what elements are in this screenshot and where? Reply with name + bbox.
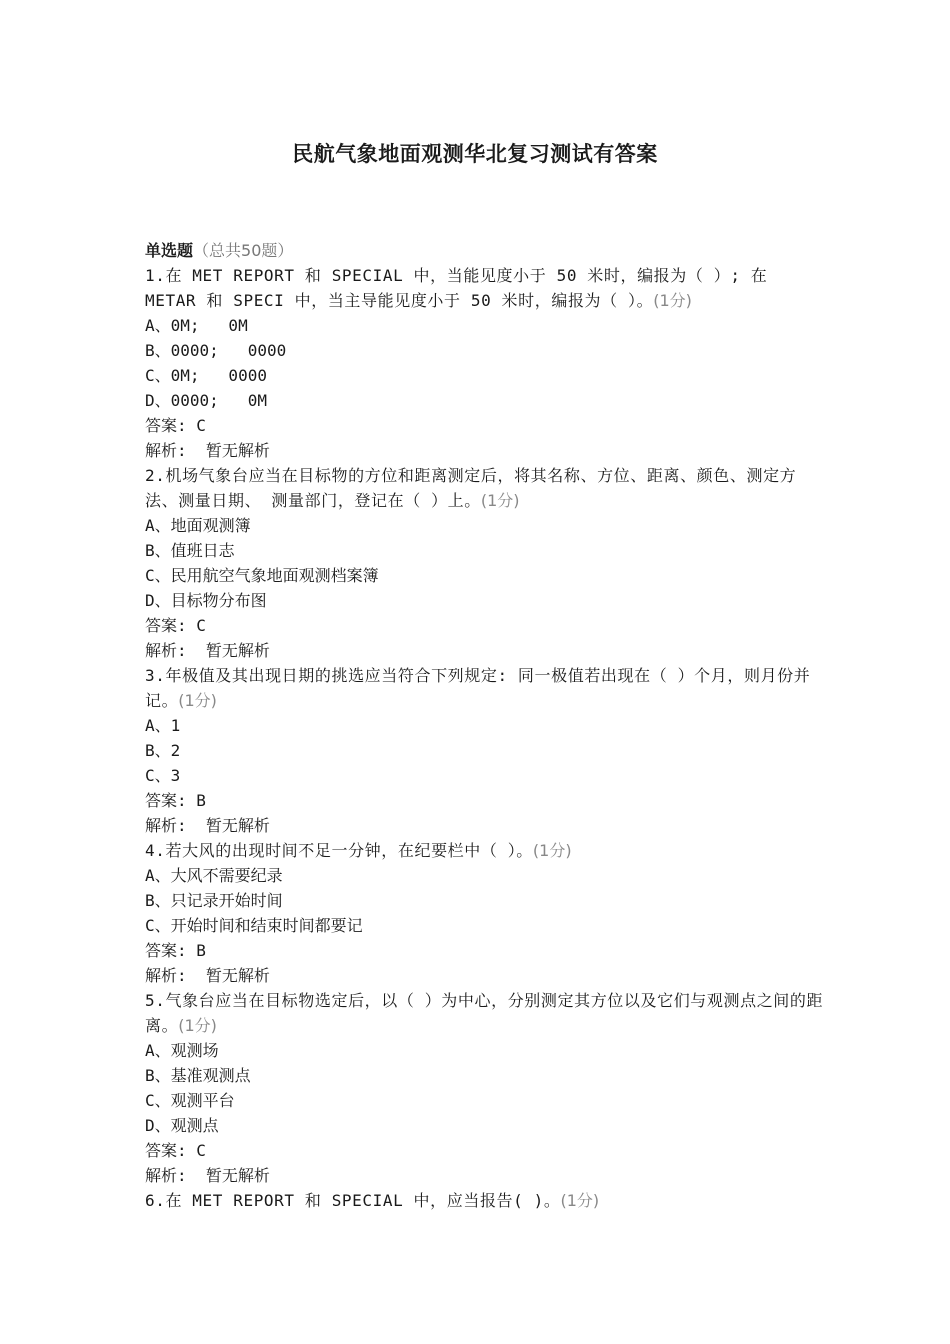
question-stem <box>145 1188 825 1213</box>
answer-option: B、基准观测点 <box>145 1066 251 1085</box>
question-stem <box>145 263 825 313</box>
question-text: 4.若大风的出现时间不足一分钟，在纪要栏中（ ）。 <box>145 841 533 860</box>
answer-analysis: 解析: 暂无解析 <box>145 1166 270 1185</box>
answer-option: B、0000; 0000 <box>145 341 287 360</box>
answer-option: A、观测场 <box>145 1041 219 1060</box>
question-points: (1分) <box>653 291 692 310</box>
question-item <box>145 663 825 838</box>
question-points: (1分) <box>178 691 217 710</box>
answer-key: 答案: C <box>145 416 206 435</box>
question-text: 1.在 MET REPORT 和 SPECIAL 中，当能见度小于 50 米时，编报为（ ）; 在 METAR 和 SPECI 中，当主导能见度小于 50 米时，编报为（ ）。 <box>145 266 768 310</box>
answer-analysis: 解析: 暂无解析 <box>145 441 270 460</box>
question-item <box>145 463 825 663</box>
document-content <box>145 238 825 1213</box>
document-title: 民航气象地面观测华北复习测试有答案 <box>292 142 658 166</box>
answer-option: C、3 <box>145 766 181 785</box>
question-item <box>145 988 825 1188</box>
question-points: (1分) <box>560 1191 600 1210</box>
answer-key: 答案: B <box>145 941 206 960</box>
question-points: (1分) <box>532 841 572 860</box>
answer-option: A、0M; 0M <box>145 316 248 335</box>
answer-key: 答案: C <box>145 1141 206 1160</box>
answer-option: A、大风不需要纪录 <box>145 866 283 885</box>
question-text: 6.在 MET REPORT 和 SPECIAL 中，应当报告( )。 <box>145 1191 561 1210</box>
answer-key: 答案: C <box>145 616 206 635</box>
answer-analysis: 解析: 暂无解析 <box>145 966 270 985</box>
question-stem <box>145 663 825 713</box>
question-item <box>145 1188 825 1213</box>
answer-option: D、目标物分布图 <box>145 591 267 610</box>
answer-option: D、0000; 0M <box>145 391 267 410</box>
answer-option: B、只记录开始时间 <box>145 891 283 910</box>
answer-analysis: 解析: 暂无解析 <box>145 641 270 660</box>
question-stem <box>145 838 825 863</box>
question-points: (1分) <box>480 491 520 510</box>
question-list <box>145 263 825 1213</box>
section-count: （总共50题） <box>193 241 294 260</box>
question-text: 3.年极值及其出现日期的挑选应当符合下列规定: 同一极值若出现在（ ）个月，则月份并记。 <box>145 666 811 710</box>
answer-key: 答案: B <box>145 791 206 810</box>
answer-option: D、观测点 <box>145 1116 219 1135</box>
question-item <box>145 263 825 463</box>
answer-option: B、值班日志 <box>145 541 235 560</box>
answer-option: A、1 <box>145 716 181 735</box>
answer-option: C、开始时间和结束时间都要记 <box>145 916 363 935</box>
answer-option: C、民用航空气象地面观测档案簿 <box>145 566 379 585</box>
question-stem <box>145 988 825 1038</box>
question-text: 2.机场气象台应当在目标物的方位和距离测定后，将其名称、方位、距离、颜色、测定方法、测量日期、 测量部门，登记在（ ）上。 <box>145 466 797 510</box>
question-item <box>145 838 825 988</box>
answer-option: C、0M; 0000 <box>145 366 267 385</box>
answer-option: C、观测平台 <box>145 1091 235 1110</box>
answer-analysis: 解析: 暂无解析 <box>145 816 270 835</box>
section-header <box>145 238 825 263</box>
answer-option: B、2 <box>145 741 181 760</box>
answer-option: A、地面观测簿 <box>145 516 251 535</box>
question-text: 5.气象台应当在目标物选定后，以（ ）为中心，分别测定其方位以及它们与观测点之间的距离。 <box>145 991 824 1035</box>
question-stem <box>145 463 825 513</box>
section-title: 单选题 <box>145 241 194 260</box>
question-points: (1分) <box>178 1016 217 1035</box>
